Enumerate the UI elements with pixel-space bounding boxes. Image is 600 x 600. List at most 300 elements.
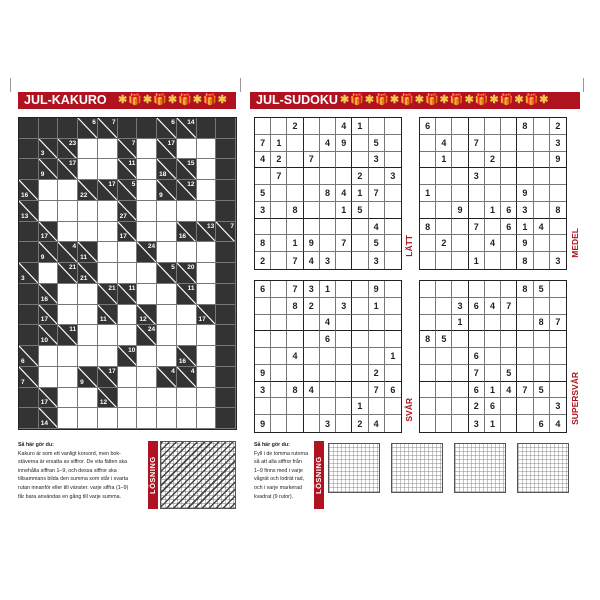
kakuro-input-cell[interactable] — [78, 388, 98, 409]
sudoku-empty-cell[interactable] — [550, 235, 566, 252]
sudoku-empty-cell[interactable] — [320, 152, 336, 169]
sudoku-empty-cell[interactable] — [534, 118, 550, 135]
sudoku-empty-cell[interactable] — [320, 235, 336, 252]
kakuro-input-cell[interactable] — [58, 388, 78, 409]
kakuro-input-cell[interactable] — [58, 284, 78, 305]
sudoku-empty-cell[interactable] — [550, 219, 566, 236]
sudoku-empty-cell[interactable] — [501, 281, 517, 298]
sudoku-empty-cell[interactable] — [534, 235, 550, 252]
sudoku-empty-cell[interactable] — [420, 168, 436, 185]
sudoku-empty-cell[interactable] — [320, 118, 336, 135]
kakuro-input-cell[interactable] — [58, 305, 78, 326]
sudoku-empty-cell[interactable] — [320, 398, 336, 415]
sudoku-empty-cell[interactable] — [436, 365, 452, 382]
sudoku-empty-cell[interactable] — [271, 219, 287, 236]
kakuro-input-cell[interactable] — [197, 408, 217, 429]
kakuro-input-cell[interactable] — [177, 201, 197, 222]
kakuro-clue-cell — [118, 346, 138, 367]
sudoku-empty-cell[interactable] — [485, 118, 501, 135]
sudoku-empty-cell[interactable] — [385, 219, 401, 236]
kakuro-input-cell[interactable] — [197, 284, 217, 305]
kakuro-input-cell[interactable] — [137, 180, 157, 201]
kakuro-input-cell[interactable] — [197, 139, 217, 160]
sudoku-empty-cell[interactable] — [304, 331, 320, 348]
sudoku-empty-cell[interactable] — [501, 348, 517, 365]
kakuro-input-cell[interactable] — [98, 139, 118, 160]
sudoku-given-digit: 4 — [320, 315, 336, 332]
kakuro-input-cell[interactable] — [118, 325, 138, 346]
sudoku-empty-cell[interactable] — [271, 202, 287, 219]
kakuro-input-cell[interactable] — [78, 222, 98, 243]
sudoku-empty-cell[interactable] — [501, 252, 517, 269]
sudoku-empty-cell[interactable] — [452, 135, 468, 152]
sudoku-empty-cell[interactable] — [287, 415, 303, 432]
sudoku-empty-cell[interactable] — [385, 152, 401, 169]
kakuro-input-cell[interactable] — [98, 201, 118, 222]
kakuro-input-cell[interactable] — [78, 325, 98, 346]
sudoku-empty-cell[interactable] — [501, 168, 517, 185]
kakuro-input-cell[interactable] — [197, 159, 217, 180]
sudoku-empty-cell[interactable] — [420, 315, 436, 332]
sudoku-empty-cell[interactable] — [287, 185, 303, 202]
kakuro-input-cell[interactable] — [58, 222, 78, 243]
sudoku-empty-cell[interactable] — [304, 202, 320, 219]
sudoku-empty-cell[interactable] — [550, 382, 566, 399]
sudoku-empty-cell[interactable] — [501, 152, 517, 169]
sudoku-empty-cell[interactable] — [469, 185, 485, 202]
kakuro-input-cell[interactable] — [137, 388, 157, 409]
sudoku-empty-cell[interactable] — [352, 331, 368, 348]
sudoku-empty-cell[interactable] — [517, 415, 533, 432]
kakuro-grid — [18, 117, 237, 430]
kakuro-input-cell[interactable] — [157, 388, 177, 409]
sudoku-empty-cell[interactable] — [255, 331, 271, 348]
kakuro-input-cell[interactable] — [39, 201, 59, 222]
sudoku-empty-cell[interactable] — [420, 348, 436, 365]
sudoku-empty-cell[interactable] — [517, 348, 533, 365]
sudoku-empty-cell[interactable] — [304, 348, 320, 365]
kakuro-input-cell[interactable] — [137, 367, 157, 388]
sudoku-empty-cell[interactable] — [501, 331, 517, 348]
sudoku-empty-cell[interactable] — [469, 281, 485, 298]
sudoku-empty-cell[interactable] — [485, 135, 501, 152]
sudoku-empty-cell[interactable] — [534, 202, 550, 219]
sudoku-empty-cell[interactable] — [436, 348, 452, 365]
sudoku-empty-cell[interactable] — [501, 135, 517, 152]
sudoku-empty-cell[interactable] — [369, 398, 385, 415]
kakuro-input-cell[interactable] — [39, 346, 59, 367]
sudoku-empty-cell[interactable] — [436, 168, 452, 185]
sudoku-empty-cell[interactable] — [287, 315, 303, 332]
sudoku-empty-cell[interactable] — [452, 398, 468, 415]
sudoku-empty-cell[interactable] — [271, 298, 287, 315]
sudoku-empty-cell[interactable] — [534, 365, 550, 382]
sudoku-given-digit: 3 — [320, 415, 336, 432]
sudoku-empty-cell[interactable] — [287, 398, 303, 415]
sudoku-empty-cell[interactable] — [336, 315, 352, 332]
sudoku-empty-cell[interactable] — [452, 185, 468, 202]
sudoku-empty-cell[interactable] — [304, 365, 320, 382]
sudoku-empty-cell[interactable] — [271, 118, 287, 135]
kakuro-input-cell[interactable] — [78, 408, 98, 429]
sudoku-empty-cell[interactable] — [255, 168, 271, 185]
sudoku-empty-cell[interactable] — [469, 315, 485, 332]
sudoku-empty-cell[interactable] — [485, 315, 501, 332]
kakuro-input-cell[interactable] — [137, 159, 157, 180]
sudoku-empty-cell[interactable] — [352, 135, 368, 152]
sudoku-empty-cell[interactable] — [255, 398, 271, 415]
sudoku-empty-cell[interactable] — [485, 348, 501, 365]
kakuro-input-cell[interactable] — [157, 305, 177, 326]
sudoku-empty-cell[interactable] — [436, 219, 452, 236]
kakuro-input-cell[interactable] — [78, 159, 98, 180]
sudoku-empty-cell[interactable] — [336, 398, 352, 415]
kakuro-input-cell[interactable] — [157, 242, 177, 263]
sudoku-empty-cell[interactable] — [255, 315, 271, 332]
kakuro-input-cell[interactable] — [118, 408, 138, 429]
kakuro-input-cell[interactable] — [157, 325, 177, 346]
sudoku-empty-cell[interactable] — [550, 298, 566, 315]
sudoku-empty-cell[interactable] — [501, 185, 517, 202]
sudoku-empty-cell[interactable] — [336, 415, 352, 432]
kakuro-input-cell[interactable] — [137, 201, 157, 222]
sudoku-empty-cell[interactable] — [517, 331, 533, 348]
sudoku-empty-cell[interactable] — [385, 185, 401, 202]
sudoku-empty-cell[interactable] — [485, 168, 501, 185]
kakuro-input-cell[interactable] — [197, 242, 217, 263]
kakuro-input-cell[interactable] — [197, 346, 217, 367]
sudoku-empty-cell[interactable] — [485, 252, 501, 269]
sudoku-empty-cell[interactable] — [534, 398, 550, 415]
kakuro-input-cell[interactable] — [157, 284, 177, 305]
kakuro-input-cell[interactable] — [39, 367, 59, 388]
kakuro-input-cell[interactable] — [58, 346, 78, 367]
sudoku-empty-cell[interactable] — [336, 152, 352, 169]
sudoku-empty-cell[interactable] — [517, 135, 533, 152]
sudoku-empty-cell[interactable] — [385, 202, 401, 219]
sudoku-empty-cell[interactable] — [420, 235, 436, 252]
sudoku-empty-cell[interactable] — [336, 252, 352, 269]
sudoku-empty-cell[interactable] — [534, 185, 550, 202]
kakuro-input-cell[interactable] — [78, 139, 98, 160]
sudoku-empty-cell[interactable] — [369, 348, 385, 365]
sudoku-empty-cell[interactable] — [436, 202, 452, 219]
kakuro-clue-cell — [177, 284, 197, 305]
kakuro-input-cell[interactable] — [137, 139, 157, 160]
sudoku-empty-cell[interactable] — [304, 168, 320, 185]
sudoku-empty-cell[interactable] — [485, 331, 501, 348]
kakuro-input-cell[interactable] — [58, 201, 78, 222]
kakuro-input-cell[interactable] — [78, 284, 98, 305]
kakuro-input-cell[interactable] — [177, 325, 197, 346]
sudoku-empty-cell[interactable] — [255, 298, 271, 315]
kakuro-input-cell[interactable] — [177, 408, 197, 429]
sudoku-empty-cell[interactable] — [385, 415, 401, 432]
sudoku-empty-cell[interactable] — [452, 252, 468, 269]
sudoku-empty-cell[interactable] — [436, 118, 452, 135]
kakuro-input-cell[interactable] — [39, 180, 59, 201]
sudoku-empty-cell[interactable] — [385, 118, 401, 135]
sudoku-empty-cell[interactable] — [550, 348, 566, 365]
sudoku-empty-cell[interactable] — [385, 135, 401, 152]
kakuro-input-cell[interactable] — [98, 325, 118, 346]
sudoku-empty-cell[interactable] — [271, 235, 287, 252]
sudoku-empty-cell[interactable] — [255, 348, 271, 365]
kakuro-input-cell[interactable] — [197, 263, 217, 284]
sudoku-empty-cell[interactable] — [550, 185, 566, 202]
sudoku-empty-cell[interactable] — [452, 415, 468, 432]
sudoku-empty-cell[interactable] — [517, 365, 533, 382]
sudoku-empty-cell[interactable] — [420, 298, 436, 315]
kakuro-input-cell[interactable] — [177, 139, 197, 160]
sudoku-empty-cell[interactable] — [271, 348, 287, 365]
sudoku-empty-cell[interactable] — [352, 235, 368, 252]
sudoku-empty-cell[interactable] — [550, 365, 566, 382]
kakuro-input-cell[interactable] — [78, 305, 98, 326]
sudoku-empty-cell[interactable] — [271, 281, 287, 298]
sudoku-empty-cell[interactable] — [550, 331, 566, 348]
sudoku-empty-cell[interactable] — [352, 252, 368, 269]
sudoku-empty-cell[interactable] — [469, 152, 485, 169]
kakuro-input-cell[interactable] — [58, 367, 78, 388]
sudoku-given-digit: 6 — [501, 202, 517, 219]
sudoku-empty-cell[interactable] — [352, 298, 368, 315]
sudoku-empty-cell[interactable] — [469, 331, 485, 348]
sudoku-empty-cell[interactable] — [320, 219, 336, 236]
sudoku-empty-cell[interactable] — [271, 398, 287, 415]
kakuro-input-cell[interactable] — [118, 242, 138, 263]
kakuro-input-cell[interactable] — [39, 263, 59, 284]
sudoku-empty-cell[interactable] — [385, 315, 401, 332]
sudoku-empty-cell[interactable] — [420, 281, 436, 298]
sudoku-empty-cell[interactable] — [501, 415, 517, 432]
sudoku-empty-cell[interactable] — [336, 168, 352, 185]
sudoku-empty-cell[interactable] — [352, 315, 368, 332]
sudoku-empty-cell[interactable] — [271, 382, 287, 399]
sudoku-empty-cell[interactable] — [369, 202, 385, 219]
sudoku-empty-cell[interactable] — [369, 118, 385, 135]
kakuro-input-cell[interactable] — [78, 201, 98, 222]
kakuro-input-cell[interactable] — [197, 201, 217, 222]
kakuro-input-cell[interactable] — [157, 222, 177, 243]
sudoku-empty-cell[interactable] — [369, 168, 385, 185]
sudoku-empty-cell[interactable] — [501, 118, 517, 135]
sudoku-empty-cell[interactable] — [320, 298, 336, 315]
sudoku-empty-cell[interactable] — [501, 398, 517, 415]
kakuro-input-cell[interactable] — [157, 201, 177, 222]
sudoku-empty-cell[interactable] — [420, 202, 436, 219]
kakuro-input-cell[interactable] — [137, 346, 157, 367]
sudoku-empty-cell[interactable] — [304, 315, 320, 332]
sudoku-empty-cell[interactable] — [485, 281, 501, 298]
sudoku-empty-cell[interactable] — [320, 365, 336, 382]
sudoku-empty-cell[interactable] — [271, 185, 287, 202]
sudoku-empty-cell[interactable] — [352, 152, 368, 169]
sudoku-empty-cell[interactable] — [534, 152, 550, 169]
kakuro-input-cell[interactable] — [157, 408, 177, 429]
kakuro-input-cell[interactable] — [197, 180, 217, 201]
sudoku-empty-cell[interactable] — [255, 219, 271, 236]
sudoku-empty-cell[interactable] — [420, 135, 436, 152]
sudoku-empty-cell[interactable] — [336, 281, 352, 298]
sudoku-empty-cell[interactable] — [534, 331, 550, 348]
sudoku-empty-cell[interactable] — [436, 298, 452, 315]
kakuro-input-cell[interactable] — [118, 263, 138, 284]
sudoku-empty-cell[interactable] — [336, 219, 352, 236]
sudoku-empty-cell[interactable] — [436, 315, 452, 332]
sudoku-empty-cell[interactable] — [420, 382, 436, 399]
sudoku-empty-cell[interactable] — [436, 281, 452, 298]
sudoku-empty-cell[interactable] — [320, 382, 336, 399]
sudoku-empty-cell[interactable] — [336, 365, 352, 382]
sudoku-empty-cell[interactable] — [452, 382, 468, 399]
sudoku-empty-cell[interactable] — [287, 135, 303, 152]
sudoku-empty-cell[interactable] — [385, 365, 401, 382]
sudoku-empty-cell[interactable] — [271, 365, 287, 382]
kakuro-input-cell[interactable] — [118, 388, 138, 409]
sudoku-empty-cell[interactable] — [452, 365, 468, 382]
sudoku-empty-cell[interactable] — [420, 152, 436, 169]
sudoku-empty-cell[interactable] — [385, 235, 401, 252]
sudoku-empty-cell[interactable] — [469, 235, 485, 252]
sudoku-empty-cell[interactable] — [304, 185, 320, 202]
sudoku-empty-cell[interactable] — [369, 315, 385, 332]
sudoku-empty-cell[interactable] — [534, 135, 550, 152]
sudoku-empty-cell[interactable] — [469, 202, 485, 219]
sudoku-empty-cell[interactable] — [420, 415, 436, 432]
kakuro-input-cell[interactable] — [137, 263, 157, 284]
sudoku-empty-cell[interactable] — [304, 135, 320, 152]
kakuro-input-cell[interactable] — [98, 263, 118, 284]
kakuro-input-cell[interactable] — [58, 408, 78, 429]
sudoku-empty-cell[interactable] — [287, 152, 303, 169]
sudoku-instructions-line: vågrät och lodrät rad, — [254, 476, 305, 483]
sudoku-empty-cell[interactable] — [550, 281, 566, 298]
sudoku-empty-cell[interactable] — [304, 398, 320, 415]
kakuro-input-cell[interactable] — [197, 367, 217, 388]
sudoku-empty-cell[interactable] — [501, 235, 517, 252]
kakuro-input-cell[interactable] — [197, 325, 217, 346]
sudoku-empty-cell[interactable] — [304, 118, 320, 135]
sudoku-empty-cell[interactable] — [517, 152, 533, 169]
sudoku-empty-cell[interactable] — [452, 235, 468, 252]
sudoku-empty-cell[interactable] — [385, 281, 401, 298]
sudoku-empty-cell[interactable] — [436, 382, 452, 399]
kakuro-input-cell[interactable] — [137, 222, 157, 243]
sudoku-empty-cell[interactable] — [287, 331, 303, 348]
sudoku-empty-cell[interactable] — [517, 315, 533, 332]
sudoku-empty-cell[interactable] — [452, 219, 468, 236]
sudoku-empty-cell[interactable] — [304, 415, 320, 432]
sudoku-empty-cell[interactable] — [271, 252, 287, 269]
sudoku-empty-cell[interactable] — [436, 398, 452, 415]
sudoku-empty-cell[interactable] — [550, 168, 566, 185]
sudoku-empty-cell[interactable] — [452, 281, 468, 298]
kakuro-block-cell — [216, 159, 236, 180]
sudoku-empty-cell[interactable] — [287, 219, 303, 236]
sudoku-empty-cell[interactable] — [352, 382, 368, 399]
sudoku-empty-cell[interactable] — [517, 398, 533, 415]
sudoku-empty-cell[interactable] — [485, 185, 501, 202]
sudoku-empty-cell[interactable] — [320, 202, 336, 219]
sudoku-empty-cell[interactable] — [336, 331, 352, 348]
sudoku-empty-cell[interactable] — [271, 331, 287, 348]
kakuro-input-cell[interactable] — [98, 346, 118, 367]
sudoku-empty-cell[interactable] — [336, 348, 352, 365]
sudoku-empty-cell[interactable] — [534, 348, 550, 365]
sudoku-empty-cell[interactable] — [385, 252, 401, 269]
sudoku-empty-cell[interactable] — [320, 348, 336, 365]
sudoku-empty-cell[interactable] — [336, 382, 352, 399]
sudoku-empty-cell[interactable] — [452, 168, 468, 185]
sudoku-empty-cell[interactable] — [385, 331, 401, 348]
sudoku-empty-cell[interactable] — [485, 365, 501, 382]
kakuro-input-cell[interactable] — [98, 242, 118, 263]
kakuro-down-sum: 12 — [139, 316, 147, 324]
sudoku-empty-cell[interactable] — [420, 398, 436, 415]
sudoku-empty-cell[interactable] — [352, 281, 368, 298]
sudoku-empty-cell[interactable] — [452, 348, 468, 365]
sudoku-empty-cell[interactable] — [534, 168, 550, 185]
sudoku-empty-cell[interactable] — [385, 298, 401, 315]
sudoku-empty-cell[interactable] — [352, 365, 368, 382]
sudoku-empty-cell[interactable] — [369, 331, 385, 348]
kakuro-input-cell[interactable] — [137, 284, 157, 305]
sudoku-empty-cell[interactable] — [485, 219, 501, 236]
sudoku-empty-cell[interactable] — [352, 219, 368, 236]
sudoku-empty-cell[interactable] — [287, 365, 303, 382]
kakuro-input-cell[interactable] — [118, 367, 138, 388]
sudoku-empty-cell[interactable] — [452, 152, 468, 169]
kakuro-input-cell[interactable] — [78, 346, 98, 367]
kakuro-input-cell[interactable] — [98, 159, 118, 180]
sudoku-empty-cell[interactable] — [534, 252, 550, 269]
sudoku-empty-cell[interactable] — [501, 315, 517, 332]
kakuro-input-cell[interactable] — [157, 346, 177, 367]
kakuro-input-cell[interactable] — [197, 388, 217, 409]
kakuro-input-cell[interactable] — [177, 305, 197, 326]
sudoku-empty-cell[interactable] — [287, 168, 303, 185]
sudoku-empty-cell[interactable] — [452, 118, 468, 135]
sudoku-given-digit: 7 — [501, 298, 517, 315]
kakuro-input-cell[interactable] — [118, 305, 138, 326]
sudoku-empty-cell[interactable] — [517, 168, 533, 185]
sudoku-empty-cell[interactable] — [436, 185, 452, 202]
sudoku-empty-cell[interactable] — [271, 415, 287, 432]
kakuro-input-cell[interactable] — [177, 242, 197, 263]
kakuro-input-cell[interactable] — [98, 408, 118, 429]
sudoku-empty-cell[interactable] — [352, 348, 368, 365]
sudoku-empty-cell[interactable] — [304, 219, 320, 236]
kakuro-input-cell[interactable] — [137, 408, 157, 429]
sudoku-empty-cell[interactable] — [271, 315, 287, 332]
sudoku-empty-cell[interactable] — [385, 398, 401, 415]
kakuro-input-cell[interactable] — [98, 222, 118, 243]
kakuro-input-cell[interactable] — [177, 388, 197, 409]
sudoku-empty-cell[interactable] — [320, 168, 336, 185]
sudoku-empty-cell[interactable] — [420, 252, 436, 269]
sudoku-empty-cell[interactable] — [534, 298, 550, 315]
sudoku-empty-cell[interactable] — [436, 252, 452, 269]
sudoku-given-digit: 1 — [352, 118, 368, 135]
sudoku-empty-cell[interactable] — [436, 415, 452, 432]
sudoku-empty-cell[interactable] — [420, 365, 436, 382]
sudoku-empty-cell[interactable] — [469, 118, 485, 135]
sudoku-empty-cell[interactable] — [517, 298, 533, 315]
sudoku-empty-cell[interactable] — [452, 331, 468, 348]
sudoku-empty-cell[interactable] — [255, 118, 271, 135]
kakuro-input-cell[interactable] — [58, 180, 78, 201]
